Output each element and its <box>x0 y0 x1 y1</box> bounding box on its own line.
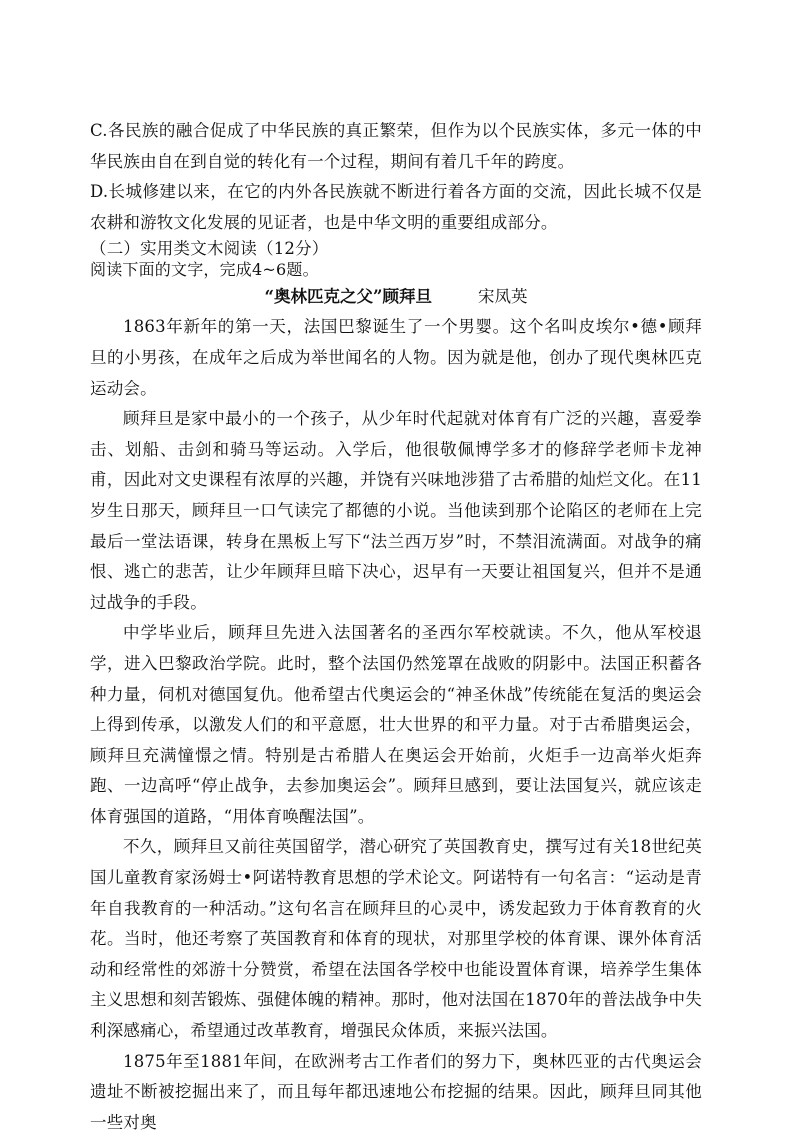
article-paragraph: 不久，顾拜旦又前往英国留学，潜心研究了英国教育史，撰写过有关18世纪英国儿童教育家汤姆士•阿诺特教育思想的学术论文。阿诺特有一句名言：“运动是青年自我教育的一种活动。”这句名言在顾拜旦的心灵中，诱发起致力于体育教育的火花。当时，他还考察了英国教育和体育的现状，对那里学校的体育课、课外体育活动和经常性的郊游十分赞赏，希望在法国各学校中也能设置体育课，培养学生集体主义思想和刻苦锻炼、强健体魄的精神。那时，他对法国在1870年的普法战争中失利深感痛心，希望通过改革教育，增强民众体质，来振兴法国。 <box>90 837 702 1041</box>
option-c: C.各民族的融合促成了中华民族的真正繁荣，但作为以个民族实体，多元一体的中华民族由自在到自觉的转化有一个过程，期间有着几千年的跨度。 <box>90 121 702 171</box>
article-title: “奥林匹克之父”顾拜旦 <box>264 287 432 307</box>
document-body <box>90 116 702 1138</box>
section-instruction: 阅读下面的文字，完成4~6题。 <box>90 260 319 280</box>
section-heading: （二）实用类文木阅读（12分） <box>90 239 329 259</box>
option-d: D.长城修建以来，在它的内外各民族就不断进行着各方面的交流，因此长城不仅是农耕和游牧文化发展的见证者，也是中华文明的重要组成部分。 <box>90 182 702 232</box>
article-paragraph: 1863年新年的第一天，法国巴黎诞生了一个男婴。这个名叫皮埃尔•德•顾拜旦的小男孩，在成年之后成为举世闻名的人物。因为就是他，创办了现代奥林匹克运动会。 <box>90 317 702 398</box>
article-paragraph: 顾拜旦是家中最小的一个孩子，从少年时代起就对体育有广泛的兴趣，喜爱拳击、划船、击剑和骑马等运动。入学后，他很敬佩博学多才的修辞学老师卡龙神甫，因此对文史课程有浓厚的兴趣，并饶有兴味地涉猎了古希腊的灿烂文化。在11岁生日那天，顾拜旦一口气读完了都德的小说。当他读到那个论陷区的老师在上完最后一堂法语课，转身在黑板上写下“法兰西万岁”时，不禁泪流满面。对战争的痛恨、逃亡的悲苦，让少年顾拜旦暗下决心，迟早有一天要让祖国复兴，但并不是通过战争的手段。 <box>90 409 702 612</box>
article-paragraph: 1875年至1881年间，在欧洲考古工作者们的努力下，奥林匹亚的古代奥运会遗址不断被挖掘出来了，而且每年都迅速地公布挖掘的结果。因此，顾拜旦同其他一些对奥 <box>90 1051 702 1132</box>
article-title-row <box>90 282 702 312</box>
article-author: 宋凤英 <box>477 287 528 307</box>
article-paragraph: 中学毕业后，顾拜旦先进入法国著名的圣西尔军校就读。不久，他从军校退学，进入巴黎政治学院。此时，整个法国仍然笼罩在战败的阴影中。法国正积蓄各种力量，伺机对德国复仇。他希望古代奥运会的“神圣休战”传统能在复活的奥运会上得到传承，以激发人们的和平意愿，壮大世界的和平力量。对于古希腊奥运会，顾拜旦充满憧憬之情。特别是古希腊人在奥运会开始前，火炬手一边高举火炬奔跑、一边高呼“停止战争，去参加奥运会”。顾拜旦感到，要让法国复兴，就应该走体育强国的道路，“用体育唤醒法国”。 <box>90 623 702 826</box>
